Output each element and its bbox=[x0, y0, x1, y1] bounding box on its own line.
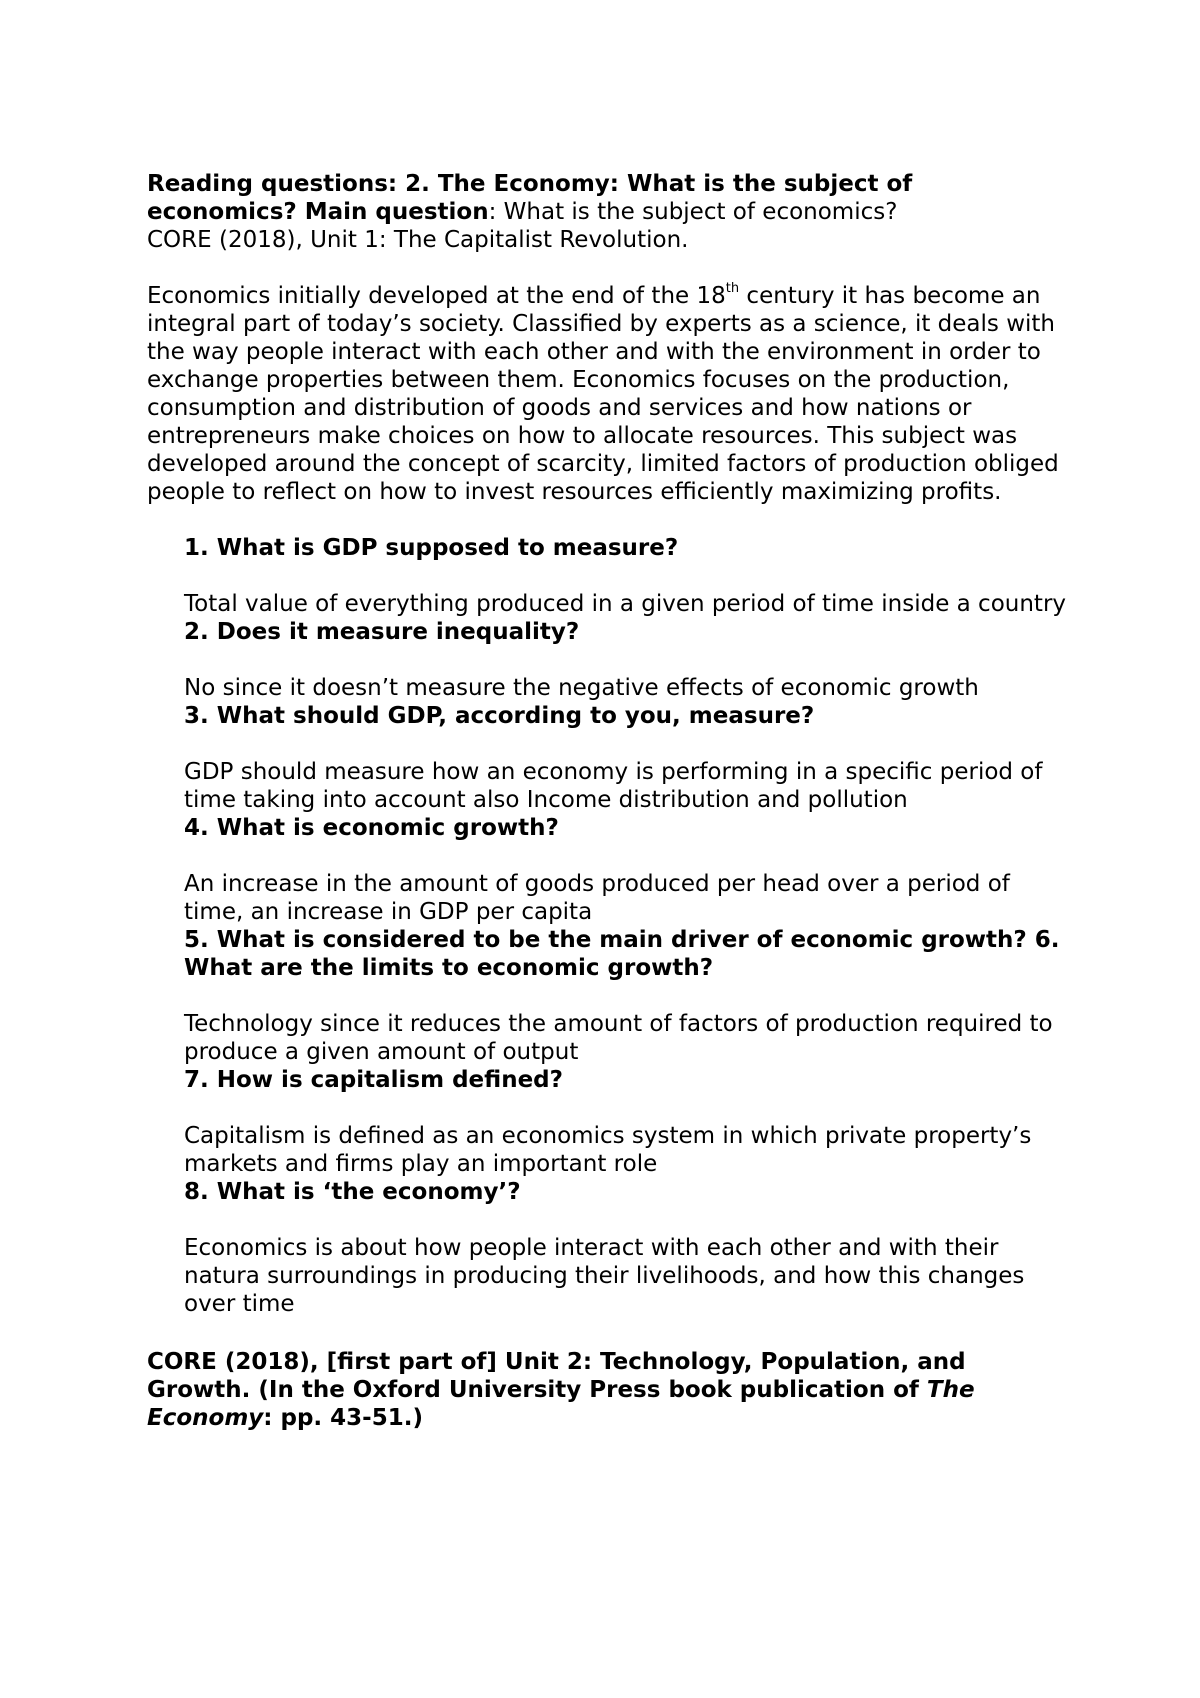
question-8: 8. What is ‘the economy’? bbox=[184, 1179, 521, 1205]
question-5-6: 5. What is considered to be the main driver of economic growth? 6. What are the limits to economic growth? bbox=[184, 927, 1060, 981]
answer-3: GDP should measure how an economy is performing in a specific period of time taking into account also Income distribution and pollution bbox=[184, 759, 1043, 813]
heading-main-question: : What is the subject of economics? bbox=[488, 199, 898, 225]
spacer bbox=[184, 1094, 1067, 1122]
spacer bbox=[184, 982, 1067, 1010]
reference-pages: : pp. 43-51.) bbox=[263, 1405, 423, 1431]
spacer bbox=[147, 1318, 1067, 1348]
question-3: 3. What should GDP, according to you, measure? bbox=[184, 703, 815, 729]
question-1: 1. What is GDP supposed to measure? bbox=[184, 535, 679, 561]
intro-text-start: Economics initially developed at the end of the 18 bbox=[147, 283, 726, 309]
answer-2: No since it doesn’t measure the negative effects of economic growth bbox=[184, 675, 979, 701]
spacer bbox=[184, 1206, 1067, 1234]
book-title: The Economy bbox=[147, 1377, 975, 1431]
answer-1: Total value of everything produced in a given period of time inside a country bbox=[184, 591, 1067, 617]
spacer bbox=[184, 842, 1067, 870]
document-body bbox=[147, 170, 1067, 1432]
next-reading-reference bbox=[147, 1348, 1067, 1432]
spacer bbox=[184, 562, 1067, 590]
source-reference: CORE (2018), Unit 1: The Capitalist Revolution. bbox=[147, 227, 689, 253]
ordinal-suffix: th bbox=[725, 281, 740, 297]
question-4: 4. What is economic growth? bbox=[184, 815, 559, 841]
reference-text-start: CORE (2018), [first part of] Unit 2: Technology, Population, and Growth. (In the Oxford University Press book publication of bbox=[147, 1349, 966, 1403]
question-7: 7. How is capitalism defined? bbox=[184, 1067, 563, 1093]
spacer bbox=[147, 254, 1067, 282]
heading-bold-text: Reading questions: 2. The Economy: What is the subject of economics? Main question bbox=[147, 171, 913, 225]
spacer bbox=[147, 506, 1067, 534]
reading-questions-heading bbox=[147, 170, 1067, 226]
intro-paragraph bbox=[147, 282, 1067, 506]
spacer bbox=[184, 730, 1067, 758]
answer-8: Economics is about how people interact with each other and with their natura surroundings in producing their livelihoods, and how this changes over time bbox=[184, 1235, 1025, 1317]
intro-text-end: century it has become an integral part of today’s society. Classified by experts as a science, it deals with the way people interact with each other and with the environment in order to exchange properties between them. Economics focuses on the production, consumption and distribution of goods and services and how nations or entrepreneurs make choices on how to allocate resources. This subject was developed around the concept of scarcity, limited factors of production obliged people to reflect on how to invest resources efficiently maximizing profits. bbox=[147, 283, 1059, 505]
qa-list bbox=[184, 534, 1067, 1318]
spacer bbox=[184, 646, 1067, 674]
question-2: 2. Does it measure inequality? bbox=[184, 619, 580, 645]
answer-7: Capitalism is defined as an economics system in which private property’s markets and firms play an important role bbox=[184, 1123, 1032, 1177]
answer-5-6: Technology since it reduces the amount of factors of production required to produce a given amount of output bbox=[184, 1011, 1053, 1065]
answer-4: An increase in the amount of goods produced per head over a period of time, an increase in GDP per capita bbox=[184, 871, 1010, 925]
